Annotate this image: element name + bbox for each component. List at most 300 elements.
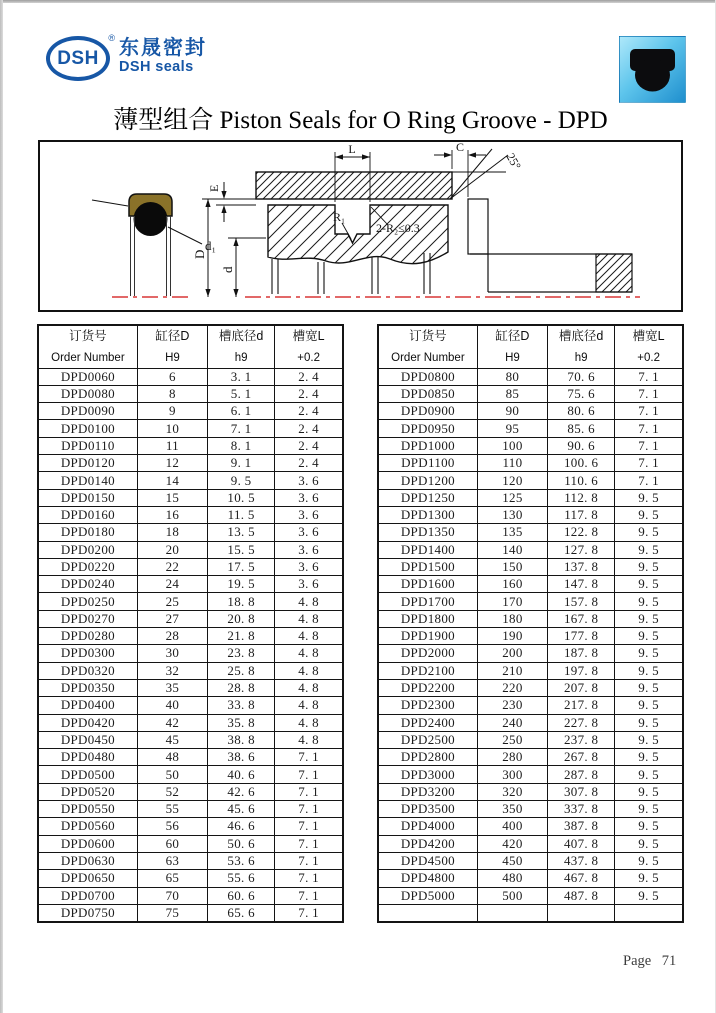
bore-diameter-cell: 100	[477, 437, 547, 454]
groove-width-header-tol: +0.2	[637, 351, 660, 364]
groove-bottom-diameter-cell: 10. 5	[208, 489, 275, 506]
table-row	[38, 524, 343, 541]
groove-bottom-diameter-cell: 122. 8	[548, 524, 615, 541]
groove-width-cell: 2. 4	[275, 420, 343, 437]
groove-bottom-diameter-cell: 13. 5	[208, 524, 275, 541]
table-row	[38, 852, 343, 869]
table-row	[38, 437, 343, 454]
groove-width-cell: 9. 5	[615, 801, 683, 818]
dim-label-L: L	[348, 142, 356, 156]
bore-diameter-cell: 18	[137, 524, 207, 541]
groove-bottom-diameter-cell: 3. 1	[208, 368, 275, 385]
groove-bottom-diameter-cell: 25. 8	[208, 662, 275, 679]
dim-label-d-small: d	[220, 266, 235, 273]
order-number-cell: DPD1100	[378, 455, 477, 472]
right-table-header	[378, 325, 683, 368]
order-number-cell: DPD0080	[38, 385, 137, 402]
table-row	[378, 576, 683, 593]
bore-diameter-cell: 10	[137, 420, 207, 437]
groove-width-header-cn: 槽宽L	[632, 329, 665, 343]
groove-width-cell: 9. 5	[615, 852, 683, 869]
groove-dia-header-cn: 槽底径d	[218, 329, 264, 343]
groove-bottom-diameter-cell: 487. 8	[548, 887, 615, 904]
order-number-cell: DPD0060	[38, 368, 137, 385]
groove-width-cell: 7. 1	[275, 801, 343, 818]
table-row	[378, 385, 683, 402]
dimension-D	[192, 199, 211, 297]
groove-width-cell: 9. 5	[615, 887, 683, 904]
groove-bottom-diameter-cell: 75. 6	[548, 385, 615, 402]
groove-bottom-diameter-header	[208, 325, 275, 368]
groove-width-cell: 2. 4	[275, 437, 343, 454]
table-row	[378, 403, 683, 420]
groove-bottom-diameter-cell: 18. 8	[208, 593, 275, 610]
table-row	[378, 628, 683, 645]
groove-width-cell: 9. 5	[615, 697, 683, 714]
table-row	[38, 662, 343, 679]
bore-diameter-cell: 85	[477, 385, 547, 402]
table-row	[378, 801, 683, 818]
table-row	[378, 731, 683, 748]
table-row	[38, 403, 343, 420]
table-row	[378, 489, 683, 506]
chamfer-lines	[450, 149, 508, 199]
groove-width-cell: 7. 1	[275, 904, 343, 922]
order-number-cell: DPD3000	[378, 766, 477, 783]
groove-width-header-tol: +0.2	[297, 351, 320, 364]
order-number-cell: DPD0150	[38, 489, 137, 506]
table-row	[38, 766, 343, 783]
order-number-cell: DPD0420	[38, 714, 137, 731]
groove-width-cell: 7. 1	[275, 783, 343, 800]
order-number-cell: DPD0500	[38, 766, 137, 783]
table-row	[38, 472, 343, 489]
table-row	[378, 749, 683, 766]
groove-bottom-diameter-cell: 9. 5	[208, 472, 275, 489]
bore-diameter-cell: 16	[137, 506, 207, 523]
bore-diameter-cell: 400	[477, 818, 547, 835]
bore-diameter-header	[137, 325, 207, 368]
table-row	[378, 870, 683, 887]
groove-width-cell: 4. 8	[275, 714, 343, 731]
groove-bottom-diameter-cell: 187. 8	[548, 645, 615, 662]
bore-diameter-cell: 12	[137, 455, 207, 472]
groove-bottom-diameter-cell: 237. 8	[548, 731, 615, 748]
hatched-piston-body	[268, 205, 448, 264]
bore-diameter-cell: 160	[477, 576, 547, 593]
groove-width-cell: 9. 5	[615, 835, 683, 852]
groove-dia-header-tol: h9	[574, 351, 588, 364]
bore-diameter-cell: 9	[137, 403, 207, 420]
groove-bottom-diameter-cell: 17. 5	[208, 558, 275, 575]
rod-end-section	[596, 254, 632, 292]
bore-diameter-cell: 150	[477, 558, 547, 575]
table-row	[38, 455, 343, 472]
dim-label-d1: d₁	[205, 238, 217, 253]
bore-diameter-cell: 230	[477, 697, 547, 714]
bore-diameter-cell: 8	[137, 385, 207, 402]
table-row	[38, 420, 343, 437]
table-row	[378, 420, 683, 437]
groove-width-cell: 2. 4	[275, 455, 343, 472]
bore-diameter-cell: 75	[137, 904, 207, 922]
groove-width-cell: 3. 6	[275, 576, 343, 593]
o-ring-shape	[134, 202, 168, 236]
bore-diameter-cell: 140	[477, 541, 547, 558]
groove-width-cell: 9. 5	[615, 749, 683, 766]
order-number-cell: DPD0450	[38, 731, 137, 748]
cross-section-drawing	[192, 142, 640, 297]
order-number-cell: DPD1200	[378, 472, 477, 489]
groove-bottom-diameter-cell: 267. 8	[548, 749, 615, 766]
groove-bottom-diameter-cell: 100. 6	[548, 455, 615, 472]
groove-bottom-diameter-cell: 11. 5	[208, 506, 275, 523]
table-row	[38, 489, 343, 506]
groove-width-header	[275, 325, 343, 368]
order-number-cell: DPD0350	[38, 679, 137, 696]
bore-diameter-cell: 180	[477, 610, 547, 627]
table-row	[38, 610, 343, 627]
bore-header-tol: H9	[505, 351, 520, 364]
order-number-cell: DPD0700	[38, 887, 137, 904]
order-number-cell: DPD1400	[378, 541, 477, 558]
table-row	[38, 835, 343, 852]
order-number-cell: DPD0280	[38, 628, 137, 645]
order-number-header-cn: 订货号	[409, 329, 447, 343]
logo-wordmark	[119, 37, 207, 76]
table-row	[378, 818, 683, 835]
piston-step	[468, 199, 488, 254]
bore-diameter-cell: 320	[477, 783, 547, 800]
diagram-panel	[38, 140, 683, 312]
table-row	[378, 887, 683, 904]
groove-bottom-diameter-cell: 7. 1	[208, 420, 275, 437]
groove-width-cell: 9. 5	[615, 662, 683, 679]
table-row	[378, 524, 683, 541]
order-number-cell: DPD0090	[38, 403, 137, 420]
groove-width-cell: 9. 5	[615, 558, 683, 575]
groove-bottom-diameter-cell: 53. 6	[208, 852, 275, 869]
bore-diameter-cell: 80	[477, 368, 547, 385]
groove-dia-header-tol: h9	[234, 351, 248, 364]
table-row	[378, 506, 683, 523]
order-number-cell: DPD4500	[378, 852, 477, 869]
bore-diameter-cell: 45	[137, 731, 207, 748]
logo-english-name: DSH seals	[119, 59, 194, 75]
groove-bottom-diameter-cell: 227. 8	[548, 714, 615, 731]
groove-bottom-diameter-cell: 23. 8	[208, 645, 275, 662]
order-number-cell: DPD1600	[378, 576, 477, 593]
bore-diameter-cell: 420	[477, 835, 547, 852]
order-number-header	[378, 325, 477, 368]
order-number-cell: DPD0800	[378, 368, 477, 385]
table-row	[378, 662, 683, 679]
order-number-cell: DPD1900	[378, 628, 477, 645]
groove-bottom-diameter-cell: 197. 8	[548, 662, 615, 679]
bore-diameter-cell: 30	[137, 645, 207, 662]
bore-diameter-cell: 15	[137, 489, 207, 506]
order-number-cell: DPD0100	[38, 420, 137, 437]
groove-width-cell: 4. 8	[275, 697, 343, 714]
company-logo	[46, 33, 207, 81]
groove-width-cell: 3. 6	[275, 489, 343, 506]
bore-diameter-cell: 350	[477, 801, 547, 818]
groove-width-cell: 7. 1	[615, 455, 683, 472]
dim-label-C: C	[455, 142, 465, 154]
table-row	[38, 385, 343, 402]
order-number-cell: DPD2000	[378, 645, 477, 662]
seal-profile-icon	[619, 36, 686, 103]
bore-diameter-cell: 22	[137, 558, 207, 575]
groove-bottom-diameter-cell: 112. 8	[548, 489, 615, 506]
order-number-cell: DPD1700	[378, 593, 477, 610]
table-row	[378, 558, 683, 575]
bore-diameter-cell: 95	[477, 420, 547, 437]
order-number-cell: DPD0160	[38, 506, 137, 523]
groove-bottom-diameter-cell: 42. 6	[208, 783, 275, 800]
bore-diameter-cell: 500	[477, 887, 547, 904]
groove-width-cell: 9. 5	[615, 645, 683, 662]
table-row	[378, 679, 683, 696]
dsh-logo-ellipse	[46, 33, 115, 81]
bore-diameter-cell: 32	[137, 662, 207, 679]
bore-diameter-cell: 14	[137, 472, 207, 489]
groove-bottom-diameter-cell: 38. 8	[208, 731, 275, 748]
table-row	[378, 541, 683, 558]
groove-bottom-diameter-cell: 38. 6	[208, 749, 275, 766]
table-row	[38, 749, 343, 766]
bore-diameter-cell: 280	[477, 749, 547, 766]
groove-bottom-diameter-cell: 9. 1	[208, 455, 275, 472]
groove-bottom-diameter-cell: 20. 8	[208, 610, 275, 627]
order-number-cell: DPD4800	[378, 870, 477, 887]
groove-width-cell: 9. 5	[615, 576, 683, 593]
table-row	[38, 731, 343, 748]
dimension-d	[220, 238, 266, 297]
groove-dia-header-cn: 槽底径d	[558, 329, 604, 343]
leader-line-cap	[92, 200, 128, 206]
groove-width-cell: 4. 8	[275, 645, 343, 662]
bore-diameter-cell: 56	[137, 818, 207, 835]
order-number-cell: DPD0520	[38, 783, 137, 800]
bore-diameter-cell: 24	[137, 576, 207, 593]
table-row	[38, 679, 343, 696]
groove-width-cell: 7. 1	[615, 437, 683, 454]
order-number-cell: DPD0120	[38, 455, 137, 472]
bore-diameter-cell: 35	[137, 679, 207, 696]
groove-width-cell: 7. 1	[275, 887, 343, 904]
order-number-cell: DPD0630	[38, 852, 137, 869]
groove-bottom-diameter-cell: 117. 8	[548, 506, 615, 523]
order-number-cell: DPD0320	[38, 662, 137, 679]
bore-diameter-header	[477, 325, 547, 368]
order-number-cell: DPD1500	[378, 558, 477, 575]
bore-diameter-cell: 27	[137, 610, 207, 627]
bore-diameter-cell: 20	[137, 541, 207, 558]
bore-diameter-cell: 200	[477, 645, 547, 662]
groove-bottom-diameter-cell: 90. 6	[548, 437, 615, 454]
groove-bottom-diameter-cell: 137. 8	[548, 558, 615, 575]
seal-profile-shape	[620, 37, 685, 102]
table-row	[378, 455, 683, 472]
groove-bottom-diameter-cell: 55. 6	[208, 870, 275, 887]
groove-width-cell: 2. 4	[275, 403, 343, 420]
table-row	[38, 558, 343, 575]
groove-width-cell: 9. 5	[615, 766, 683, 783]
dim-label-r2-note: 2-R₂≤0.3	[376, 221, 420, 235]
groove-width-cell: 3. 6	[275, 506, 343, 523]
order-number-cell: DPD2400	[378, 714, 477, 731]
groove-bottom-diameter-cell: 110. 6	[548, 472, 615, 489]
right-table-body	[378, 368, 683, 922]
table-row	[378, 697, 683, 714]
groove-bottom-diameter-cell: 177. 8	[548, 628, 615, 645]
groove-width-cell: 3. 6	[275, 558, 343, 575]
table-row	[38, 904, 343, 922]
table-row	[38, 801, 343, 818]
groove-width-cell: 9. 5	[615, 628, 683, 645]
table-row	[378, 783, 683, 800]
order-number-cell: DPD1250	[378, 489, 477, 506]
groove-width-cell: 9. 5	[615, 610, 683, 627]
table-row	[38, 783, 343, 800]
leader-line-d1	[168, 227, 202, 244]
bore-diameter-cell: 55	[137, 801, 207, 818]
groove-width-cell: 9. 5	[615, 524, 683, 541]
header-row	[378, 325, 683, 368]
bore-diameter-cell: 190	[477, 628, 547, 645]
groove-width-header	[615, 325, 683, 368]
order-number-cell: DPD0650	[38, 870, 137, 887]
groove-bottom-diameter-cell: 167. 8	[548, 610, 615, 627]
groove-bottom-diameter-cell: 407. 8	[548, 835, 615, 852]
dim-label-r1: R₁	[333, 210, 346, 224]
groove-bottom-diameter-header	[548, 325, 615, 368]
groove-width-cell: 7. 1	[615, 472, 683, 489]
groove-width-cell: 9. 5	[615, 731, 683, 748]
groove-width-cell: 7. 1	[615, 385, 683, 402]
table-row	[378, 593, 683, 610]
order-number-cell: DPD5000	[378, 887, 477, 904]
bore-diameter-cell: 6	[137, 368, 207, 385]
logo-chinese-name: 东晟密封	[119, 37, 207, 59]
groove-bottom-diameter-cell: 217. 8	[548, 697, 615, 714]
groove-bottom-diameter-cell: 33. 8	[208, 697, 275, 714]
bore-diameter-cell: 63	[137, 852, 207, 869]
groove-bottom-diameter-cell: 70. 6	[548, 368, 615, 385]
left-table-header	[38, 325, 343, 368]
seal-section-illustration	[92, 194, 216, 297]
logo-dsh-text: DSH	[57, 47, 99, 69]
groove-bottom-diameter-cell: 19. 5	[208, 576, 275, 593]
order-number-cell: DPD0110	[38, 437, 137, 454]
bore-diameter-cell: 120	[477, 472, 547, 489]
table-row	[378, 610, 683, 627]
order-number-cell: DPD0400	[38, 697, 137, 714]
dim-label-D: D	[192, 249, 207, 259]
right-size-table	[377, 324, 684, 923]
bore-diameter-cell: 65	[137, 870, 207, 887]
order-number-cell: DPD0140	[38, 472, 137, 489]
table-row	[38, 541, 343, 558]
groove-bottom-diameter-cell: 5. 1	[208, 385, 275, 402]
registered-trademark-icon: ®	[108, 33, 115, 43]
order-number-cell: DPD3200	[378, 783, 477, 800]
groove-bottom-diameter-cell: 147. 8	[548, 576, 615, 593]
groove-bottom-diameter-cell: 437. 8	[548, 852, 615, 869]
bore-diameter-cell: 210	[477, 662, 547, 679]
groove-bottom-diameter-cell: 50. 6	[208, 835, 275, 852]
table-row	[38, 576, 343, 593]
groove-width-cell: 7. 1	[275, 818, 343, 835]
table-row	[38, 645, 343, 662]
hatched-cylinder-wall	[256, 172, 452, 199]
groove-bottom-diameter-cell: 387. 8	[548, 818, 615, 835]
order-number-cell: DPD0250	[38, 593, 137, 610]
bore-diameter-cell: 170	[477, 593, 547, 610]
groove-width-cell: 4. 8	[275, 628, 343, 645]
bore-diameter-cell: 480	[477, 870, 547, 887]
bore-diameter-cell: 48	[137, 749, 207, 766]
order-number-cell: DPD0750	[38, 904, 137, 922]
page-number: Page 71	[623, 953, 677, 969]
bore-diameter-cell: 52	[137, 783, 207, 800]
groove-width-cell: 9. 5	[615, 783, 683, 800]
dimension-E	[202, 182, 256, 222]
groove-width-cell: 3. 6	[275, 524, 343, 541]
dim-label-E: E	[207, 184, 221, 192]
groove-width-cell: 4. 8	[275, 610, 343, 627]
order-number-cell	[378, 904, 477, 922]
groove-width-header-cn: 槽宽L	[292, 329, 325, 343]
table-row	[378, 714, 683, 731]
order-number-cell: DPD0950	[378, 420, 477, 437]
bore-diameter-cell: 28	[137, 628, 207, 645]
table-row	[378, 472, 683, 489]
order-number-cell: DPD3500	[378, 801, 477, 818]
order-number-cell: DPD2300	[378, 697, 477, 714]
order-number-cell: DPD1800	[378, 610, 477, 627]
order-number-header-cn: 订货号	[69, 329, 107, 343]
groove-bottom-diameter-cell: 6. 1	[208, 403, 275, 420]
table-row	[38, 368, 343, 385]
groove-width-cell: 7. 1	[275, 870, 343, 887]
order-number-cell: DPD2500	[378, 731, 477, 748]
table-row	[378, 835, 683, 852]
bore-header-tol: H9	[165, 351, 180, 364]
groove-width-cell: 7. 1	[275, 852, 343, 869]
bore-diameter-cell: 450	[477, 852, 547, 869]
groove-width-cell: 4. 8	[275, 593, 343, 610]
bore-diameter-cell: 300	[477, 766, 547, 783]
groove-bottom-diameter-cell: 8. 1	[208, 437, 275, 454]
header-row	[38, 325, 343, 368]
bore-diameter-cell: 11	[137, 437, 207, 454]
order-number-cell: DPD4200	[378, 835, 477, 852]
order-number-header-en: Order Number	[51, 351, 125, 364]
bore-diameter-cell: 42	[137, 714, 207, 731]
table-row	[378, 368, 683, 385]
groove-bottom-diameter-cell: 35. 8	[208, 714, 275, 731]
bore-diameter-cell	[477, 904, 547, 922]
bore-diameter-cell: 90	[477, 403, 547, 420]
bore-header-cn: 缸径D	[495, 329, 530, 343]
order-number-cell: DPD0600	[38, 835, 137, 852]
groove-width-cell: 3. 6	[275, 472, 343, 489]
groove-bottom-diameter-cell: 40. 6	[208, 766, 275, 783]
groove-width-cell: 9. 5	[615, 714, 683, 731]
groove-width-cell: 7. 1	[615, 420, 683, 437]
